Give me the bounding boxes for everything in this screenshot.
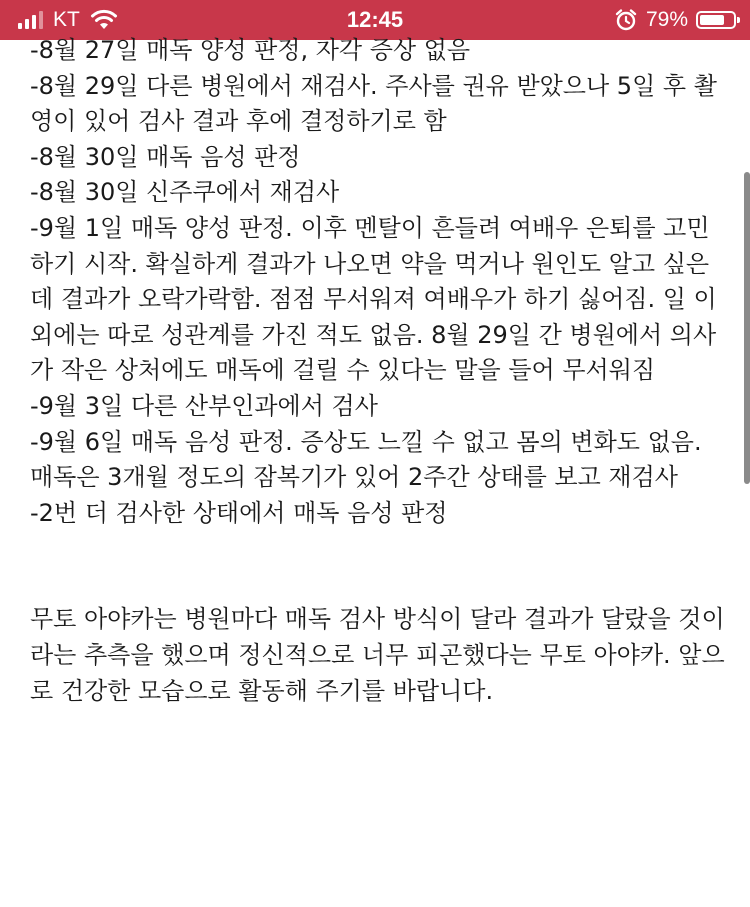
battery-percent: 79% xyxy=(645,8,688,31)
timeline-item: -8월 29일 다른 병원에서 재검사. 주사를 권유 받았으나 5일 후 촬영이 있어 검사 결과 후에 결정하기로 함 xyxy=(30,71,717,136)
closing-paragraph: 무토 아야카는 병원마다 매독 검사 방식이 달라 결과가 달랐을 것이라는 추측을 했으며 정신적으로 너무 피곤했다는 무토 아야카. 앞으로 건강한 모습으로 활동해 주기를 바랍니다. xyxy=(30,605,725,705)
status-time: 12:45 xyxy=(346,7,404,32)
timeline-item: -9월 6일 매독 음성 판정. 증상도 느낄 수 없고 몸의 변화도 없음. 매독은 3개월 정도의 잠복기가 있어 2주간 상태를 보고 재검사 xyxy=(30,427,710,492)
timeline-item: -2번 더 검사한 상태에서 매독 음성 판정 xyxy=(30,498,448,527)
article-body[interactable] xyxy=(30,33,730,709)
timeline-item: -8월 30일 매독 음성 판정 xyxy=(30,142,301,171)
timeline-item: -8월 27일 매독 양성 판정, 자각 증상 없음 xyxy=(30,36,471,64)
battery-nub xyxy=(737,17,740,23)
alarm-icon xyxy=(614,8,638,32)
scrollbar[interactable] xyxy=(744,172,750,484)
paragraph-spacer xyxy=(30,531,730,602)
battery-icon xyxy=(696,11,736,29)
timeline-item: -8월 30일 신주쿠에서 재검사 xyxy=(30,178,340,207)
timeline-item: -9월 3일 다른 산부인과에서 검사 xyxy=(30,391,378,420)
battery-fill xyxy=(700,15,724,25)
timeline-item: -9월 1일 매독 양성 판정. 이후 멘탈이 흔들려 여배우 은퇴를 고민하기 시작. 확실하게 결과가 나오면 약을 먹거나 원인도 알고 싶은데 결과가 오락가락함. 점점 무서워져 여배우가 하기 싫어짐. 일 이외에는 따로 성관계를 가진 적도 없음. 8월 29일 간 병원에서 의사가 작은 상처에도 매독에 걸릴 수 있다는 말을 들어 무서워짐 xyxy=(30,213,717,385)
carrier-name: KT xyxy=(53,8,80,31)
